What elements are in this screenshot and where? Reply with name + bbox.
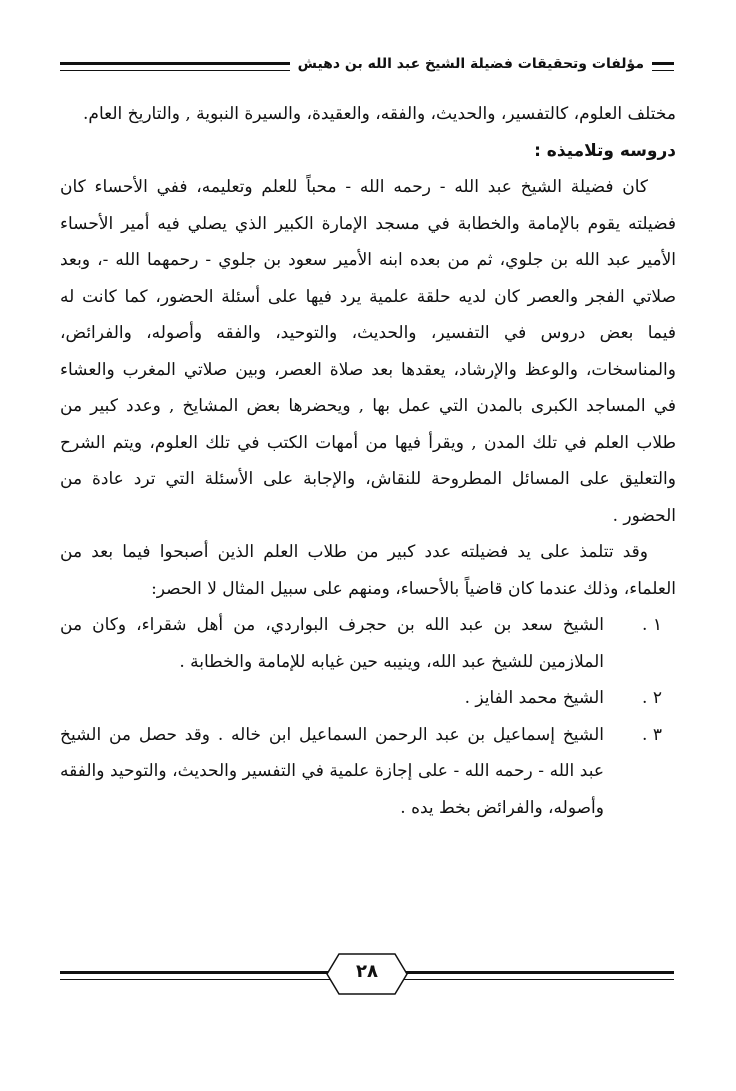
page-number: ٢٨ bbox=[356, 961, 378, 982]
list-item-text: الشيخ إسماعيل بن عبد الرحمن السماعيل ابن خاله . وقد حصل من الشيخ عبد الله - رحمه الله - على إجازة علمية في التفسير والحديث، والتوحيد والفقه وأصوله، والفرائض بخط يده . bbox=[60, 724, 604, 818]
list-item-text: الشيخ محمد الفايز . bbox=[464, 688, 604, 708]
intro-paragraph: مختلف العلوم، كالتفسير، والحديث، والفقه، والعقيدة، والسيرة النبوية , والتاريخ العام. bbox=[83, 104, 676, 124]
page-number-frame bbox=[325, 952, 409, 996]
page-body bbox=[60, 96, 676, 826]
paragraph-students-intro: وقد تتلمذ على يد فضيلته عدد كبير من طلاب العلم الذين أصبحوا فيما بعد من العلماء، وذلك عندما كان قاضياً بالأحساء، ومنهم على سبيل المثال لا الحصر: bbox=[60, 542, 676, 599]
list-item-number: ١ . bbox=[642, 615, 662, 635]
list-item bbox=[60, 607, 676, 680]
list-item bbox=[60, 680, 676, 717]
list-item bbox=[60, 717, 676, 827]
header-rule-right bbox=[652, 62, 674, 71]
students-list bbox=[60, 607, 676, 826]
paragraph-lessons: كان فضيلة الشيخ عبد الله - رحمه الله - محباً للعلم وتعليمه، ففي الأحساء كان فضيلته يقوم بالإمامة والخطابة في مسجد الإمارة الكبير الذي يصلي فيه أمير الأحساء الأمير عبد الله بن جلوي، ثم من بعده ابنه الأمير سعود بن جلوي - رحمهما الله -، وبعد صلاتي الفجر والعصر كان لديه حلقة علمية يرد فيها على أسئلة الحضور، كما كانت له فيما بعض دروس في التفسير، والحديث، والتوحيد، والفقه وأصوله، والفرائض، والمناسخات، والوعظ والإرشاد، يعقدها بعد صلاة العصر، وبين صلاتي المغرب والعشاء في المساجد الكبرى بالمدن التي عمل بها , ويحضرها بعض المشايخ , وعدد كبير من طلاب العلم في تلك المدن , ويقرأ فيها من أمهات الكتب في تلك العلوم، ويتم الشرح والتعليق على المسائل المطروحة للنقاش، والإجابة على الأسئلة التي ترد عادة من الحضور . bbox=[60, 177, 676, 526]
section-heading: دروسه وتلاميذه : bbox=[534, 140, 676, 161]
list-item-text: الشيخ سعد بن عبد الله بن حجرف البواردي، من أهل شقراء، وكان من الملازمين للشيخ عبد الله، وينيبه حين غيابه للإمامة والخطابة . bbox=[60, 615, 604, 672]
running-header bbox=[60, 52, 674, 76]
header-rule bbox=[60, 62, 290, 71]
page-footer bbox=[60, 952, 674, 998]
list-item-number: ٣ . bbox=[642, 724, 662, 745]
list-item-number: ٢ . bbox=[642, 688, 662, 708]
header-title: مؤلفات وتحقيقات فضيلة الشيخ عبد الله بن دهيش bbox=[297, 56, 644, 72]
